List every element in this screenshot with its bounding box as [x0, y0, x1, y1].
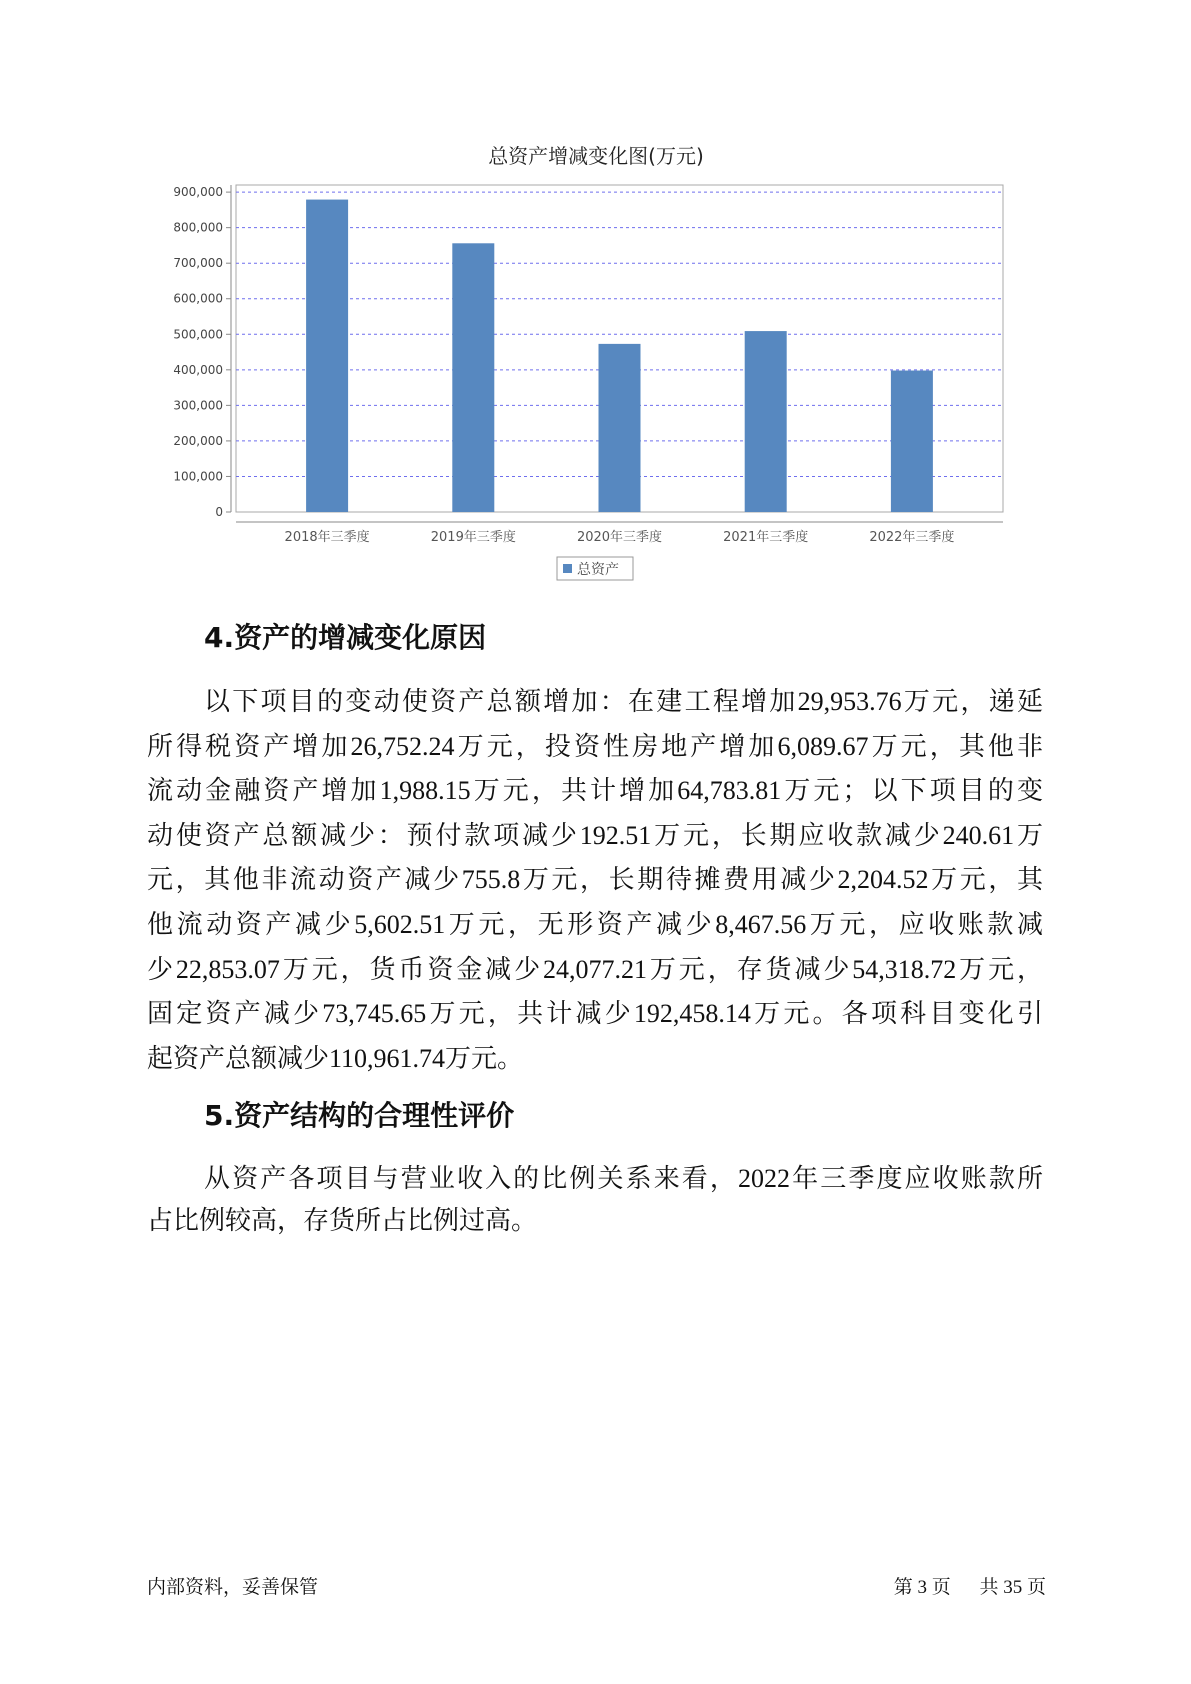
section-4-line: 所得税资产增加26,752.24万元，投资性房地产增加6,089.67万元，其他非 — [147, 732, 1043, 761]
bar-2021 — [745, 331, 787, 512]
y-tick-label-500000: 500,000 — [173, 327, 223, 342]
y-tick-label-200000: 200,000 — [173, 433, 223, 448]
section-5-line: 占比例较高，存货所占比例过高。 — [147, 1206, 538, 1235]
current-page-label: 第 3 页 — [893, 1577, 951, 1598]
y-tick-label-600000: 600,000 — [173, 291, 223, 306]
x-tick-label-2018: 2018年三季度 — [284, 530, 370, 545]
legend-label: 总资产 — [577, 562, 619, 578]
y-tick-label-800000: 800,000 — [173, 220, 223, 235]
x-tick-label-2019: 2019年三季度 — [430, 530, 516, 545]
total-pages-label: 共 35 页 — [979, 1577, 1046, 1598]
footer-page-number — [894, 1576, 1046, 1600]
bar-2018 — [306, 200, 348, 512]
section-4-line: 他流动资产减少5,602.51万元，无形资产减少8,467.56万元，应收账款减 — [147, 910, 1043, 939]
section-4-line: 元，其他非流动资产减少755.8万元，长期待摊费用减少2,204.52万元，其 — [147, 865, 1043, 894]
y-tick-label-300000: 300,000 — [173, 398, 223, 413]
section-5-line: 从资产各项目与营业收入的比例关系来看，2022年三季度应收账款所 — [204, 1164, 1043, 1193]
section-4-line: 流动金融资产增加1,988.15万元，共计增加64,783.81万元；以下项目的变 — [147, 776, 1043, 805]
legend-swatch — [563, 564, 572, 573]
section-5-heading: 5.资产结构的合理性评价 — [204, 1099, 515, 1132]
x-tick-label-2020: 2020年三季度 — [576, 530, 663, 545]
bar-2020 — [599, 344, 641, 512]
section-4-line: 起资产总额减少110,961.74万元。 — [147, 1044, 524, 1073]
section-4-line: 动使资产总额减少：预付款项减少192.51万元，长期应收款减少240.61万 — [147, 821, 1043, 850]
section-4-line: 以下项目的变动使资产总额增加：在建工程增加29,953.76万元，递延 — [204, 687, 1043, 716]
bar-2019 — [452, 243, 494, 512]
y-tick-label-700000: 700,000 — [173, 256, 223, 271]
section-4-line: 少22,853.07万元，货币资金减少24,077.21万元，存货减少54,318.72万元， — [147, 955, 1043, 984]
y-tick-label-0: 0 — [215, 505, 223, 519]
bar-2022 — [891, 371, 933, 512]
total-assets-bar-chart — [0, 0, 1191, 600]
section-4-line: 固定资产减少73,745.65万元，共计减少192,458.14万元。各项科目变化引 — [147, 999, 1043, 1028]
section-4-heading: 4.资产的增减变化原因 — [204, 621, 487, 654]
footer-confidential-note: 内部资料，妥善保管 — [147, 1577, 319, 1598]
y-tick-label-900000: 900,000 — [173, 185, 223, 200]
y-tick-label-100000: 100,000 — [173, 469, 223, 484]
y-tick-label-400000: 400,000 — [173, 362, 223, 377]
x-tick-label-2021: 2021年三季度 — [723, 530, 809, 545]
chart-title: 总资产增减变化图(万元) — [488, 144, 704, 168]
x-tick-label-2022: 2022年三季度 — [869, 530, 955, 545]
